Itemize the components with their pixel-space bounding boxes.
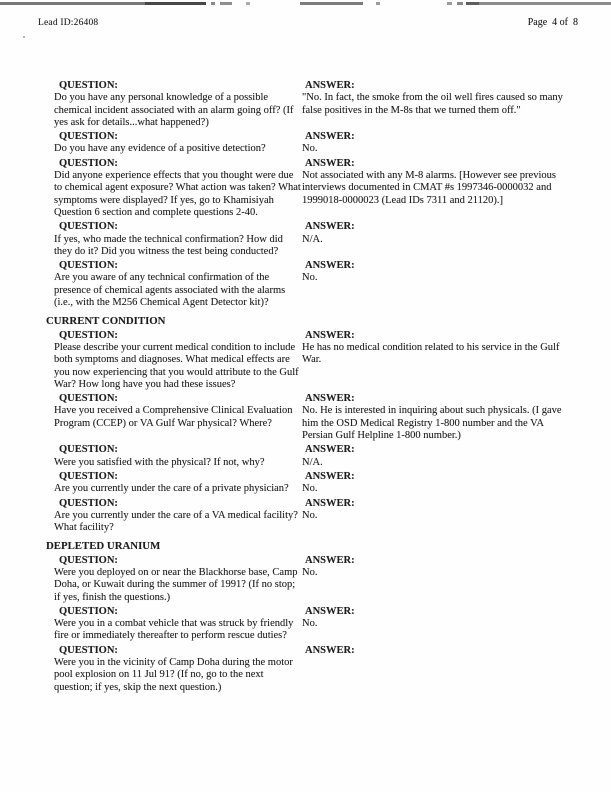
answer-label: ANSWER: (305, 554, 355, 566)
question-block (46, 444, 302, 469)
question-block (46, 80, 302, 129)
question-label: QUESTION: (59, 80, 118, 91)
question-label: QUESTION: (59, 393, 118, 405)
question-text: Are you currently under the care of a VA medical facility? What facility? (54, 509, 298, 534)
question-text: Do you have any personal knowledge of a possible chemical incident associated with an alarm going off? (If yes ask for details...what happened?) (54, 92, 294, 128)
question-label: QUESTION: (59, 470, 118, 482)
answer-text: No. (302, 566, 318, 578)
section-header: CURRENT CONDITION (46, 315, 166, 328)
question-block (46, 131, 302, 156)
question-label: QUESTION: (59, 497, 118, 509)
answer-block (302, 555, 581, 604)
question-block (46, 260, 302, 309)
answer-text: Not associated with any M-8 alarms. [However see previous interviews documented in CMAT #s 1997346-0000032 and 1999018-0000023 (Lead IDs 7311 and 21120).] (302, 170, 556, 206)
question-text: Please describe your current medical condition to include both symptoms and diagnoses. What medical effects are you now experiencing that you would attribute to the Gulf War? How long have you had these issues? (54, 341, 299, 390)
page-number: Page 4 of 8 (527, 17, 578, 28)
answer-label: ANSWER: (305, 131, 355, 143)
answer-text: No. (302, 483, 318, 495)
question-block (46, 221, 302, 258)
answer-text: He has no medical condition related to his service in the Gulf War. (302, 341, 560, 366)
question-block (46, 330, 302, 391)
answer-block (302, 158, 581, 219)
answer-block (302, 393, 581, 442)
question-answer-row (46, 330, 581, 391)
answer-text: No. (302, 618, 318, 630)
answer-text: No. He is interested in inquiring about such physicals. (I gave him the OSD Medical Registry 1-800 number and the VA Persian Gulf Helpline 1-800 number.) (302, 405, 562, 442)
question-text: Were you deployed on or near the Blackhorse base, Camp Doha, or Kuwait during the summer of 1991? (If no stop; if yes, finish the questions.) (54, 566, 298, 603)
answer-text: "No. In fact, the smoke from the oil well fires caused so many false positives in the M-8s that we turned them off." (302, 92, 563, 116)
answer-label: ANSWER: (305, 260, 355, 272)
question-answer-row (46, 471, 581, 496)
question-label: QUESTION: (59, 157, 118, 169)
answer-block (302, 444, 581, 469)
question-block (46, 645, 302, 694)
answer-block (302, 260, 581, 309)
question-text: Do you have any evidence of a positive detection? (54, 143, 266, 155)
question-label: QUESTION: (59, 260, 118, 272)
answer-text: N/A. (302, 456, 323, 468)
answer-block (302, 221, 581, 258)
question-answer-row (46, 444, 581, 469)
answer-label: ANSWER: (305, 470, 355, 482)
answer-label: ANSWER: (305, 605, 355, 617)
answer-block (302, 131, 581, 156)
answer-text: N/A. (302, 233, 323, 245)
scan-artifact-dot (23, 36, 25, 38)
question-text: Are you aware of any technical confirmation of the presence of chemical agents associated with the alarms (i.e., with the M256 Chemical Agent Detector kit)? (54, 272, 286, 309)
question-answer-row (46, 393, 581, 442)
answer-block (302, 471, 581, 496)
answer-block (302, 498, 581, 535)
question-block (46, 393, 302, 442)
answer-block (302, 80, 581, 129)
answer-block (302, 645, 581, 694)
question-answer-row (46, 221, 581, 258)
question-text: Were you satisfied with the physical? If not, why? (54, 456, 265, 468)
question-block (46, 606, 302, 643)
question-text: If yes, who made the technical confirmation? How did they do it? Did you witness the test being conducted? (54, 233, 283, 257)
question-text: Are you currently under the care of a private physician? (54, 483, 289, 495)
page-header (38, 17, 578, 28)
question-block (46, 158, 302, 219)
answer-label: ANSWER: (305, 157, 355, 169)
question-label: QUESTION: (59, 131, 118, 143)
scan-artifact-line (0, 2, 611, 5)
question-block (46, 471, 302, 496)
question-answer-row (46, 555, 581, 604)
question-answer-row (46, 498, 581, 535)
answer-label: ANSWER: (305, 644, 355, 656)
question-answer-row (46, 131, 581, 156)
question-block (46, 555, 302, 604)
question-label: QUESTION: (59, 644, 118, 656)
question-label: QUESTION: (59, 605, 118, 617)
answer-block (302, 330, 581, 391)
question-text: Did anyone experience effects that you thought were due to chemical agent exposure? What action was taken? What symptoms were displayed? If yes, go to Khamisiyah Question 6 section and complete questions 2-40. (54, 170, 301, 218)
answer-text: No. (302, 272, 318, 284)
question-answer-row (46, 606, 581, 643)
document-blocks (46, 80, 581, 696)
answer-label: ANSWER: (305, 329, 355, 341)
answer-label: ANSWER: (305, 80, 355, 91)
answer-text: No. (302, 509, 318, 521)
question-block (46, 498, 302, 535)
answer-label: ANSWER: (305, 497, 355, 509)
lead-id-label: Lead ID:26408 (38, 18, 99, 28)
answer-label: ANSWER: (305, 221, 355, 233)
question-text: Were you in a combat vehicle that was struck by friendly fire or immediately thereafter to perform rescue duties? (54, 618, 294, 642)
question-answer-row (46, 260, 581, 309)
answer-label: ANSWER: (305, 444, 355, 456)
question-label: QUESTION: (59, 329, 118, 341)
question-text: Have you received a Comprehensive Clinical Evaluation Program (CCEP) or VA Gulf War physical? Where? (54, 405, 293, 429)
question-answer-row (46, 80, 581, 129)
question-answer-row (46, 645, 581, 694)
section-header: DEPLETED URANIUM (46, 540, 161, 553)
answer-label: ANSWER: (305, 393, 355, 405)
question-label: QUESTION: (59, 444, 118, 456)
question-label: QUESTION: (59, 221, 118, 233)
question-answer-row (46, 158, 581, 219)
question-text: Were you in the vicinity of Camp Doha during the motor pool explosion on 11 Jul 91? (If no, go to the next question; if yes, skip the next question.) (54, 657, 293, 693)
answer-block (302, 606, 581, 643)
answer-text: No. (302, 143, 318, 155)
question-label: QUESTION: (59, 554, 118, 566)
